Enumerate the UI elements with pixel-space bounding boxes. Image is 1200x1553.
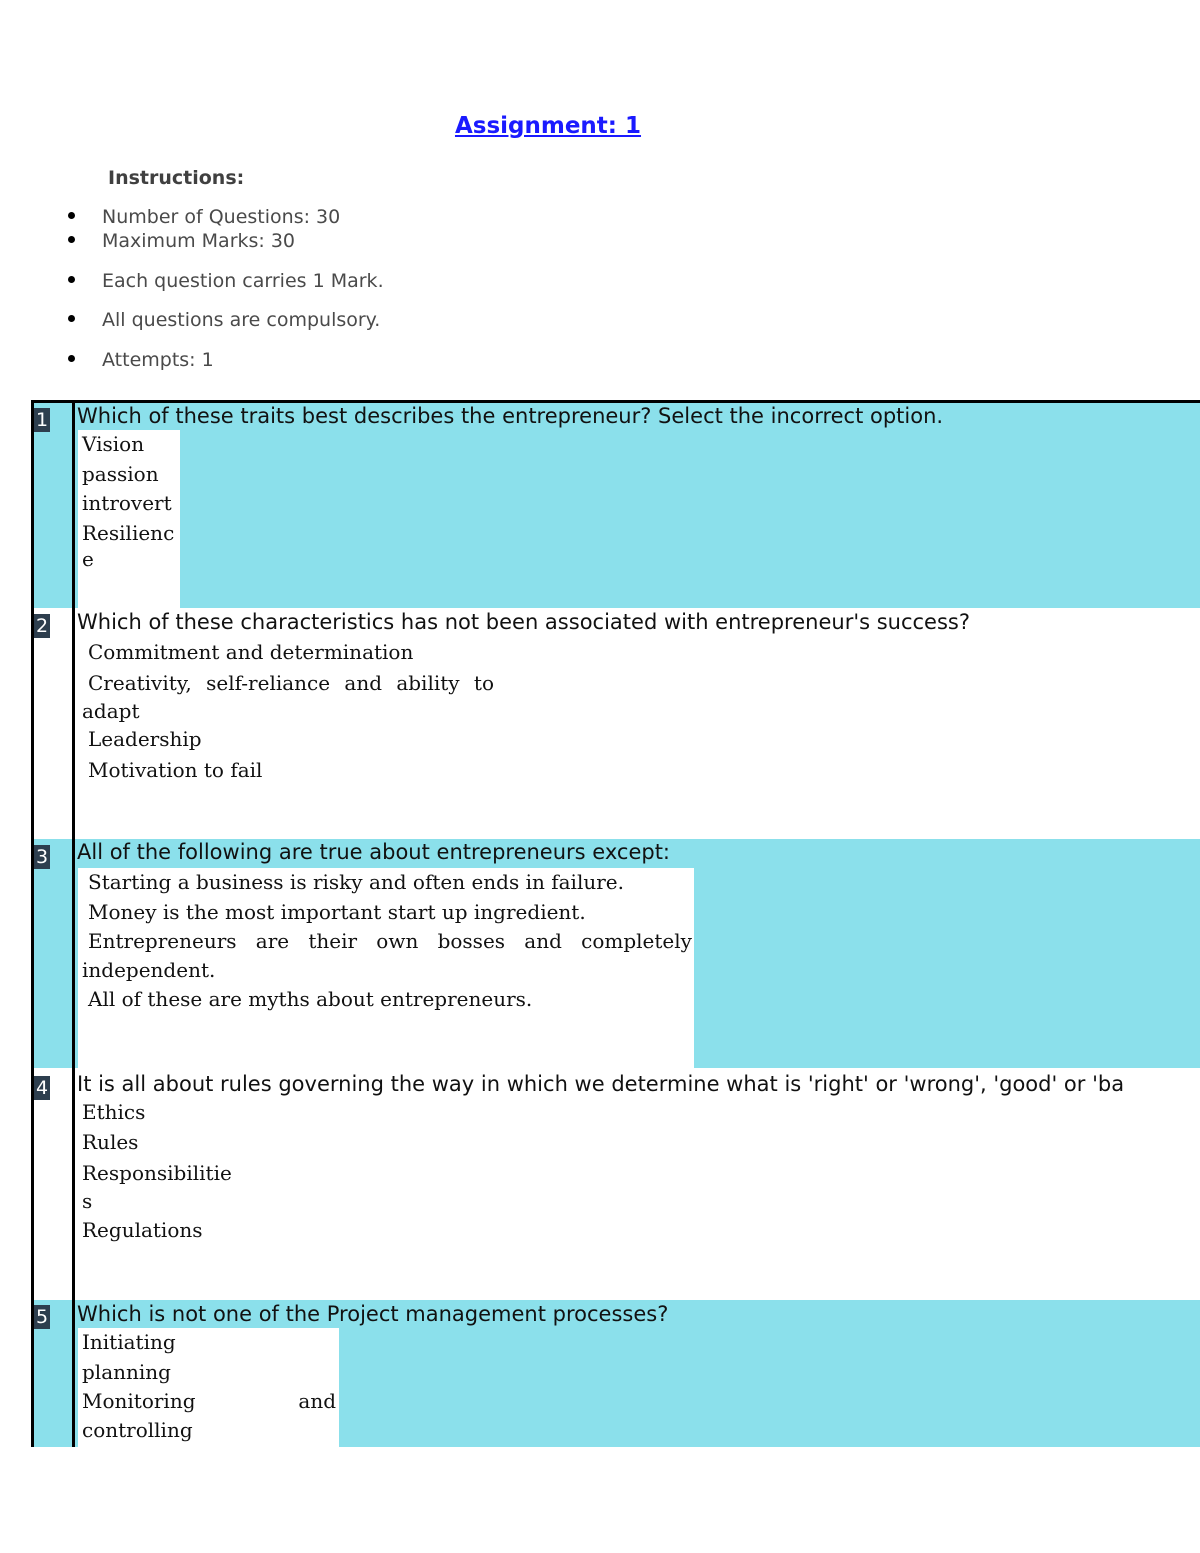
- option: controlling: [82, 1417, 193, 1442]
- option: All of these are myths about entrepreneurs.: [88, 986, 533, 1011]
- bullet-icon: [68, 276, 75, 283]
- question-number: 3: [35, 846, 49, 868]
- question-number: 4: [35, 1077, 49, 1099]
- option: independent.: [82, 957, 216, 982]
- instructions-heading: Instructions:: [108, 167, 245, 189]
- question-number: 2: [35, 615, 49, 637]
- instruction-item: Maximum Marks: 30: [68, 230, 295, 252]
- option: Leadership: [88, 726, 202, 751]
- option: Starting a business is risky and often ends in failure.: [88, 870, 624, 894]
- option: Monitoring and: [82, 1389, 336, 1413]
- option: Initiating: [82, 1330, 176, 1354]
- option: Money is the most important start up ingredient.: [88, 899, 586, 924]
- option: Rules: [82, 1129, 139, 1154]
- option: e: [82, 547, 94, 571]
- option: Entrepreneurs are their own bosses and completely: [88, 929, 692, 953]
- bullet-icon: [68, 212, 75, 219]
- bullet-icon: [68, 355, 75, 362]
- options-list: [78, 430, 180, 608]
- option: Resilienc: [82, 520, 175, 545]
- question-text: All of the following are true about entrepreneurs except:: [77, 840, 671, 864]
- assignment-title: Assignment: 1: [454, 113, 642, 139]
- table-top-border: [31, 400, 1200, 403]
- option: Responsibilitie: [82, 1161, 232, 1185]
- instruction-item: Number of Questions: 30: [68, 206, 340, 228]
- question-1-row: [34, 403, 1200, 608]
- question-number: 1: [35, 409, 49, 431]
- table-column-divider: [72, 400, 75, 1447]
- bullet-icon: [68, 315, 75, 322]
- table-left-border: [31, 400, 34, 1447]
- question-text: Which of these characteristics has not been associated with entrepreneur's success?: [77, 610, 971, 634]
- option: s: [82, 1189, 93, 1213]
- option: Motivation to fail: [88, 757, 263, 782]
- bullet-icon: [68, 236, 75, 243]
- option: Regulations: [82, 1218, 203, 1242]
- option: planning: [82, 1359, 171, 1384]
- question-text: It is all about rules governing the way in which we determine what is 'right' or 'wrong', 'good' or 'ba: [77, 1072, 1125, 1096]
- instruction-item: All questions are compulsory.: [68, 309, 380, 331]
- instruction-item: Attempts: 1: [68, 349, 214, 371]
- option: Vision: [82, 432, 145, 456]
- option: adapt: [82, 698, 140, 723]
- option: Creativity, self-reliance and ability to: [88, 670, 494, 695]
- options-list: [78, 868, 694, 1068]
- option: Commitment and determination: [88, 640, 414, 664]
- options-list: [78, 1328, 339, 1447]
- option: passion: [82, 461, 159, 486]
- options-list: [78, 638, 498, 785]
- options-list: [78, 1098, 238, 1247]
- instruction-item: Each question carries 1 Mark.: [68, 270, 384, 292]
- option: introvert: [82, 491, 172, 515]
- option: Ethics: [82, 1100, 146, 1124]
- question-text: Which of these traits best describes the entrepreneur? Select the incorrect option.: [77, 404, 944, 428]
- question-text: Which is not one of the Project management processes?: [77, 1302, 669, 1326]
- question-number: 5: [35, 1306, 49, 1328]
